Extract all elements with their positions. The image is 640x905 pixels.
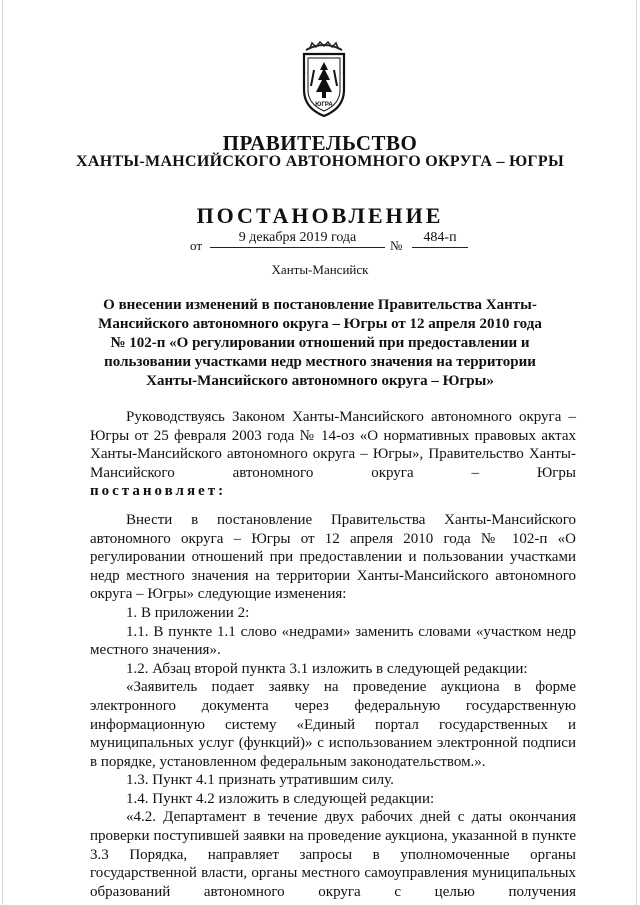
date-number-line	[190, 232, 490, 254]
paragraph-item-1-1: 1.1. В пункте 1.1 слово «недрами» заменить словами «участком недр местного значения».	[90, 623, 576, 659]
preamble-paragraph: Руководствуясь Законом Ханты-Мансийского автономного округа – Югры от 25 февраля 2003 года № 14-оз «О нормативных правовых актах Ханты-Мансийского автономного округа – Югры», Правительство Ханты-Мансийского автономного округа – Югры	[90, 409, 576, 481]
paragraph-item-1-4: 1.4. Пункт 4.2 изложить в следующей редакции:	[126, 790, 435, 807]
document-body	[90, 408, 576, 901]
decree-word	[90, 482, 576, 501]
paragraph-quote-applicant: «Заявитель подает заявку на проведение аукциона в форме электронного документа через федеральную государственную информационную систему «Единый портал государственных и муниципальных услуг (функций)» с использованием электронной подписи в порядке, установленном федеральным законодательством.».	[90, 679, 576, 770]
paragraph-item-1-2: 1.2. Абзац второй пункта 3.1 изложить в следующей редакции:	[126, 660, 528, 677]
document-number: 484-п	[412, 230, 468, 248]
decree-word-text: постановляет:	[90, 483, 227, 500]
paragraph-item-1-3: 1.3. Пункт 4.1 признать утратившим силу.	[126, 772, 394, 789]
emblem-caption: ЮГРА	[315, 102, 333, 108]
city-label: Ханты-Мансийск	[271, 262, 369, 277]
number-prefix: №	[390, 238, 403, 253]
coat-of-arms-emblem	[296, 40, 352, 120]
paragraph-quote-4-2: «4.2. Департамент в течение двух рабочих дней с даты окончания проверки поступившей заявки на проведение аукциона, указанной в пункте 3.3 Порядка, направляет запросы в уполномоченные органы государственной власти, органы местного самоуправления муниципальных образований автономного округа с целью получения	[90, 809, 576, 900]
government-heading: ПРАВИТЕЛЬСТВО	[222, 131, 418, 155]
region-heading: ХАНТЫ-МАНСИЙСКОГО АВТОНОМНОГО ОКРУГА – ЮГРЫ	[75, 153, 564, 170]
paragraph-amend: Внести в постановление Правительства Ханты-Мансийского автономного округа – Югры от 12 апреля 2010 года № 102-п «О регулировании отношений при предоставлении и пользовании участками недр местного значения на территории Ханты-Мансийского автономного округа – Югры» следующие изменения:	[90, 511, 576, 603]
document-title: О внесении изменений в постановление Правительства Ханты-Мансийского автономного округа – Югры от 12 апреля 2010 года № 102-п «О регулировании отношений при предоставлении и пользовании участками недр местного значения на территории Ханты-Мансийского автономного округа – Югры»	[98, 297, 542, 389]
paragraph-item-1: 1. В приложении 2:	[126, 604, 250, 621]
date-prefix: от	[190, 238, 203, 253]
document-type-heading: ПОСТАНОВЛЕНИЕ	[196, 203, 444, 228]
document-date: 9 декабря 2019 года	[210, 230, 385, 248]
